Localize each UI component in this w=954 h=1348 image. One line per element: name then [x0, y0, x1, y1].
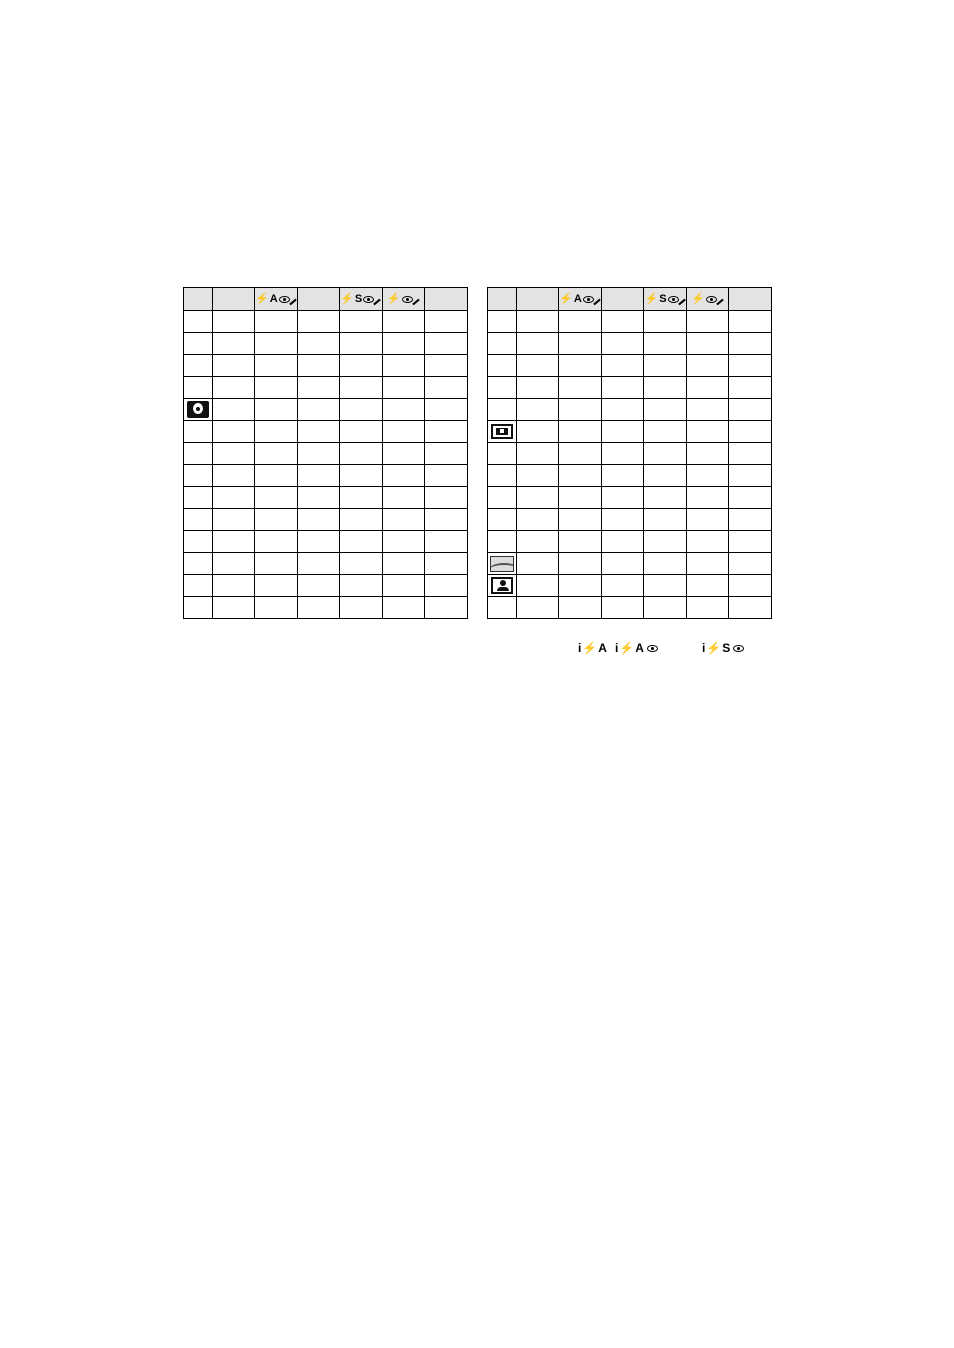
table-cell	[644, 487, 687, 509]
table-cell	[517, 487, 559, 509]
table-cell	[213, 443, 255, 465]
header-cell-flash-on-redeye	[686, 288, 729, 311]
header-cell-scene	[184, 288, 213, 311]
table-cell	[601, 443, 644, 465]
table-row	[184, 399, 468, 421]
table-cell	[686, 311, 729, 333]
table-cell	[297, 575, 340, 597]
table-cell	[729, 597, 772, 619]
flash-settings-table-left	[183, 287, 468, 619]
table-cell	[425, 487, 468, 509]
table-cell	[559, 531, 602, 553]
table-cell	[382, 443, 425, 465]
table-cell	[297, 465, 340, 487]
flash-slow-redeye-icon: ⚡ S	[644, 294, 685, 305]
table-cell	[559, 377, 602, 399]
table-cell	[382, 311, 425, 333]
framed-scene-icon	[491, 424, 513, 439]
table-cell	[686, 575, 729, 597]
table-cell	[686, 597, 729, 619]
table-cell	[425, 531, 468, 553]
table-cell	[644, 553, 687, 575]
table-cell	[340, 377, 383, 399]
table-cell	[601, 597, 644, 619]
table-row	[184, 509, 468, 531]
footnote-intelligent-auto-redeye: i ⚡ A	[615, 641, 658, 655]
table-cell	[559, 421, 602, 443]
table-cell	[213, 421, 255, 443]
table-cell	[382, 487, 425, 509]
table-cell	[213, 333, 255, 355]
scene-cell	[184, 509, 213, 531]
table-cell	[297, 531, 340, 553]
scene-cell	[184, 575, 213, 597]
table-cell	[340, 509, 383, 531]
table-cell	[601, 311, 644, 333]
table-row	[488, 355, 772, 377]
table-cell	[644, 333, 687, 355]
header-cell-forced-on	[601, 288, 644, 311]
table-row	[488, 575, 772, 597]
table-cell	[517, 443, 559, 465]
table-cell	[255, 355, 298, 377]
table-cell	[297, 553, 340, 575]
table-row	[488, 597, 772, 619]
scene-cell	[488, 487, 517, 509]
table-cell	[729, 377, 772, 399]
self-portrait-scene-icon	[491, 577, 513, 594]
table-cell	[340, 575, 383, 597]
table-cell	[559, 443, 602, 465]
table-cell	[340, 333, 383, 355]
table-row	[488, 377, 772, 399]
table-row	[184, 333, 468, 355]
table-cell	[297, 355, 340, 377]
table-cell	[255, 443, 298, 465]
header-cell-flash-auto-redeye	[255, 288, 298, 311]
table-cell	[517, 333, 559, 355]
table-row	[184, 465, 468, 487]
table-row	[488, 399, 772, 421]
scene-cell	[488, 575, 517, 597]
table-cell	[729, 421, 772, 443]
table-cell	[559, 399, 602, 421]
table-cell	[686, 333, 729, 355]
table-cell	[644, 465, 687, 487]
table-cell	[340, 399, 383, 421]
table-cell	[382, 399, 425, 421]
table-cell	[255, 553, 298, 575]
header-cell-auto	[213, 288, 255, 311]
table-cell	[425, 355, 468, 377]
scene-cell	[488, 443, 517, 465]
table-cell	[601, 421, 644, 443]
table-cell	[601, 509, 644, 531]
table-cell	[255, 509, 298, 531]
header-cell-flash-off	[729, 288, 772, 311]
flash-on-redeye-icon: ⚡	[387, 294, 420, 305]
header-cell-flash-off	[425, 288, 468, 311]
table-cell	[729, 465, 772, 487]
table-header-row	[488, 288, 772, 311]
table-cell	[255, 465, 298, 487]
table-cell	[382, 553, 425, 575]
scene-cell	[184, 465, 213, 487]
table-cell	[644, 399, 687, 421]
table-cell	[601, 399, 644, 421]
table-cell	[297, 487, 340, 509]
scene-cell	[184, 355, 213, 377]
scene-cell	[488, 531, 517, 553]
scene-cell	[488, 311, 517, 333]
table-cell	[382, 421, 425, 443]
footnote-intelligent-slow-redeye: i ⚡ S	[702, 641, 744, 655]
scene-cell	[184, 553, 213, 575]
flash-auto-redeye-icon: ⚡ A	[255, 294, 297, 305]
table-cell	[213, 597, 255, 619]
table-cell	[255, 311, 298, 333]
table-cell	[517, 311, 559, 333]
table-row	[184, 311, 468, 333]
flash-on-redeye-icon: ⚡	[691, 294, 724, 305]
table-cell	[644, 421, 687, 443]
table-cell	[686, 377, 729, 399]
scene-cell	[184, 487, 213, 509]
table-cell	[213, 355, 255, 377]
header-cell-flash-slow-redeye	[340, 288, 383, 311]
table-cell	[382, 531, 425, 553]
table-row	[488, 487, 772, 509]
table-cell	[729, 355, 772, 377]
table-cell	[601, 465, 644, 487]
table-cell	[517, 597, 559, 619]
table-cell	[340, 553, 383, 575]
table-cell	[517, 575, 559, 597]
table-cell	[382, 333, 425, 355]
table-cell	[559, 575, 602, 597]
table-cell	[425, 333, 468, 355]
table-cell	[559, 597, 602, 619]
table-cell	[559, 465, 602, 487]
table-cell	[213, 553, 255, 575]
table-row	[184, 421, 468, 443]
table-row	[488, 553, 772, 575]
footnote-intelligent-auto-flash: i ⚡ A	[578, 641, 607, 655]
table-cell	[686, 421, 729, 443]
table-cell	[340, 355, 383, 377]
table-cell	[686, 355, 729, 377]
scene-cell	[184, 421, 213, 443]
table-row	[184, 443, 468, 465]
table-header-row	[184, 288, 468, 311]
table-row	[184, 597, 468, 619]
flash-auto-redeye-icon: ⚡ A	[559, 294, 601, 305]
scene-cell	[184, 531, 213, 553]
table-cell	[729, 333, 772, 355]
table-row	[488, 531, 772, 553]
scene-cell	[488, 465, 517, 487]
header-cell-flash-auto-redeye	[559, 288, 602, 311]
eye-icon	[733, 645, 744, 652]
table-cell	[644, 377, 687, 399]
table-cell	[644, 575, 687, 597]
table-cell	[601, 553, 644, 575]
table-cell	[297, 443, 340, 465]
table-cell	[213, 487, 255, 509]
table-row	[488, 311, 772, 333]
table-row	[488, 443, 772, 465]
table-cell	[213, 509, 255, 531]
table-cell	[517, 553, 559, 575]
table-cell	[255, 487, 298, 509]
table-cell	[686, 531, 729, 553]
table-cell	[601, 531, 644, 553]
scene-cell	[488, 333, 517, 355]
table-cell	[425, 421, 468, 443]
table-cell	[425, 575, 468, 597]
table-cell	[729, 399, 772, 421]
table-cell	[297, 509, 340, 531]
table-cell	[425, 465, 468, 487]
table-cell	[425, 399, 468, 421]
table-cell	[213, 399, 255, 421]
table-cell	[729, 443, 772, 465]
scene-cell	[488, 509, 517, 531]
table-cell	[382, 377, 425, 399]
table-cell	[213, 377, 255, 399]
table-row	[488, 333, 772, 355]
table-row	[488, 465, 772, 487]
table-cell	[297, 311, 340, 333]
table-row	[184, 377, 468, 399]
table-cell	[213, 311, 255, 333]
table-cell	[601, 377, 644, 399]
table-cell	[517, 377, 559, 399]
table-cell	[340, 465, 383, 487]
landscape-scene-icon	[490, 556, 514, 572]
table-cell	[255, 575, 298, 597]
table-cell	[729, 531, 772, 553]
scene-cell	[488, 355, 517, 377]
scene-cell	[184, 443, 213, 465]
table-cell	[644, 311, 687, 333]
table-cell	[340, 421, 383, 443]
scene-cell	[184, 399, 213, 421]
flash-settings-table-right	[487, 287, 772, 619]
table-row	[184, 553, 468, 575]
table-cell	[601, 575, 644, 597]
table-cell	[425, 597, 468, 619]
flash-slow-redeye-icon: ⚡ S	[340, 294, 381, 305]
table-cell	[517, 531, 559, 553]
table-cell	[340, 531, 383, 553]
table-cell	[297, 333, 340, 355]
table-cell	[729, 487, 772, 509]
table-cell	[686, 487, 729, 509]
table-cell	[517, 509, 559, 531]
scene-cell	[488, 553, 517, 575]
header-cell-forced-on	[297, 288, 340, 311]
scene-cell	[488, 421, 517, 443]
table-cell	[340, 311, 383, 333]
header-cell-scene	[488, 288, 517, 311]
table-cell	[382, 465, 425, 487]
table-cell	[559, 553, 602, 575]
table-cell	[382, 575, 425, 597]
scene-cell	[488, 377, 517, 399]
table-cell	[297, 377, 340, 399]
table-cell	[601, 333, 644, 355]
table-cell	[601, 487, 644, 509]
table-cell	[729, 575, 772, 597]
table-cell	[297, 597, 340, 619]
table-cell	[382, 355, 425, 377]
table-cell	[213, 465, 255, 487]
eye-icon	[647, 645, 658, 652]
table-cell	[425, 553, 468, 575]
table-cell	[255, 421, 298, 443]
table-cell	[340, 443, 383, 465]
table-cell	[644, 597, 687, 619]
table-cell	[729, 553, 772, 575]
table-cell	[213, 531, 255, 553]
table-row	[184, 487, 468, 509]
table-cell	[729, 509, 772, 531]
table-cell	[686, 399, 729, 421]
table-cell	[382, 597, 425, 619]
table-row	[488, 421, 772, 443]
table-cell	[517, 355, 559, 377]
table-cell	[340, 597, 383, 619]
header-cell-auto	[517, 288, 559, 311]
table-cell	[382, 509, 425, 531]
table-cell	[255, 531, 298, 553]
table-cell	[729, 311, 772, 333]
table-cell	[340, 487, 383, 509]
scene-cell	[184, 597, 213, 619]
table-cell	[686, 443, 729, 465]
scene-cell	[184, 377, 213, 399]
table-cell	[255, 333, 298, 355]
table-cell	[686, 553, 729, 575]
table-cell	[559, 333, 602, 355]
table-cell	[559, 487, 602, 509]
table-cell	[517, 399, 559, 421]
scene-cell	[488, 597, 517, 619]
table-cell	[686, 465, 729, 487]
table-cell	[686, 509, 729, 531]
table-cell	[297, 421, 340, 443]
table-cell	[425, 443, 468, 465]
table-cell	[255, 597, 298, 619]
table-cell	[425, 311, 468, 333]
table-cell	[601, 355, 644, 377]
scene-cell	[184, 333, 213, 355]
portrait-scene-icon	[187, 401, 209, 418]
table-cell	[559, 509, 602, 531]
table-cell	[644, 355, 687, 377]
table-cell	[644, 443, 687, 465]
table-cell	[297, 399, 340, 421]
table-row	[184, 531, 468, 553]
table-row	[184, 575, 468, 597]
table-cell	[517, 421, 559, 443]
table-cell	[517, 465, 559, 487]
table-row	[184, 355, 468, 377]
table-cell	[644, 531, 687, 553]
table-cell	[644, 509, 687, 531]
scene-cell	[488, 399, 517, 421]
table-cell	[559, 311, 602, 333]
table-cell	[425, 377, 468, 399]
table-cell	[255, 399, 298, 421]
table-cell	[213, 575, 255, 597]
scene-cell	[184, 311, 213, 333]
table-row	[488, 509, 772, 531]
table-cell	[559, 355, 602, 377]
table-cell	[255, 377, 298, 399]
header-cell-flash-slow-redeye	[644, 288, 687, 311]
header-cell-flash-on-redeye	[382, 288, 425, 311]
table-cell	[425, 509, 468, 531]
